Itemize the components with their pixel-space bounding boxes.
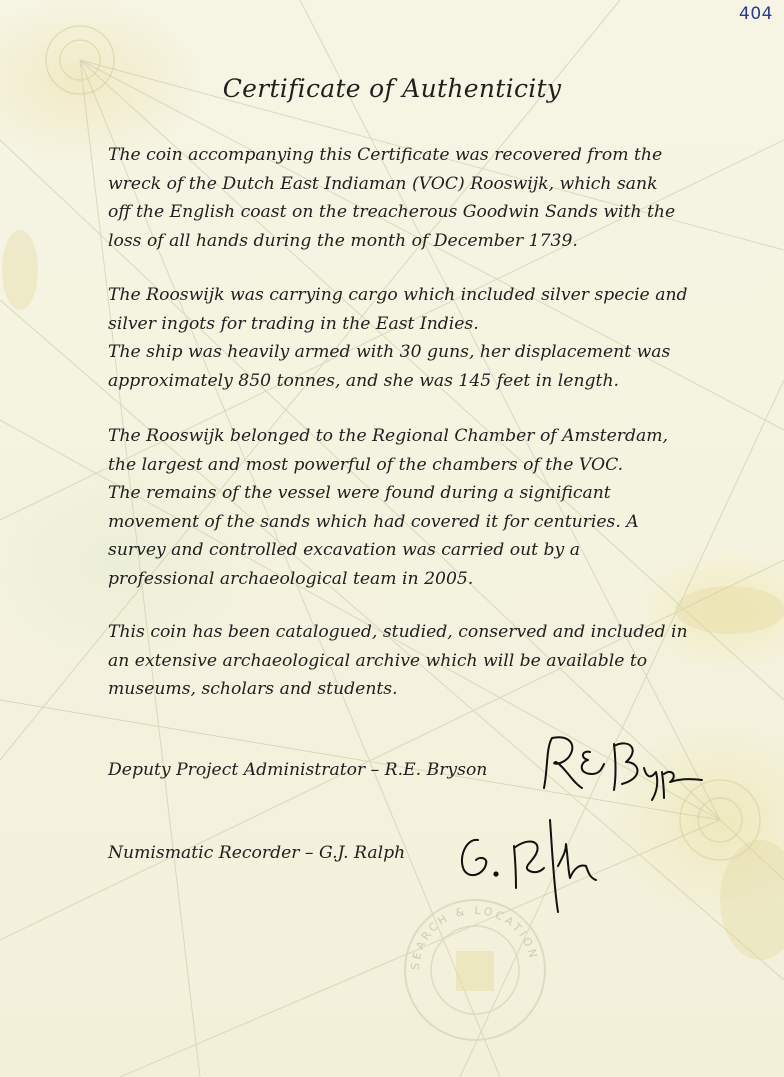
text-line: wreck of the Dutch East Indiaman (VOC) Rooswijk, which sank [108, 173, 658, 194]
text-line: The remains of the vessel were found during a significant [108, 483, 611, 504]
text-line: The Rooswijk was carrying cargo which included silver specie and [108, 285, 688, 305]
text-line: professional archaeological team in 2005. [108, 568, 474, 589]
text-line: loss of all hands during the month of December 1739. [108, 230, 578, 251]
text-line: the largest and most powerful of the chambers of the VOC. [108, 454, 624, 475]
text-line: an extensive archaeological archive which will be available to [108, 650, 648, 671]
signature-bryson [530, 728, 710, 808]
text-line: This coin has been catalogued, studied, conserved and included in [108, 622, 688, 642]
paragraph-cargo [108, 281, 708, 395]
text-line: survey and controlled excavation was carried out by a [108, 540, 580, 561]
page-title: Certificate of Authenticity [222, 74, 562, 103]
text-line: The Rooswijk belonged to the Regional Chamber of Amsterdam, [108, 426, 668, 446]
signatory-deputy-administrator: Deputy Project Administrator – R.E. Bryson [108, 760, 488, 780]
text-line: movement of the sands which had covered it for centuries. A [108, 511, 639, 532]
signatory-numismatic-recorder: Numismatic Recorder – G.J. Ralph [108, 843, 406, 863]
text-line: The ship was heavily armed with 30 guns, her displacement was [108, 342, 671, 363]
text-line: The coin accompanying this Certificate was recovered from the [108, 145, 663, 165]
paragraph-history [108, 422, 708, 594]
text-line: approximately 850 tonnes, and she was 145 feet in length. [108, 370, 619, 391]
seal-text: SEARCH & LOCATION [408, 903, 541, 971]
page-number: 404 [739, 4, 773, 24]
text-line: silver ingots for trading in the East Indies. [108, 313, 479, 334]
paragraph-recovery [108, 141, 708, 255]
text-line: off the English coast on the treacherous Goodwin Sands with the [108, 202, 676, 223]
text-line: museums, scholars and students. [108, 679, 398, 700]
paragraph-archive [108, 618, 708, 704]
embossed-seal [400, 895, 550, 1045]
